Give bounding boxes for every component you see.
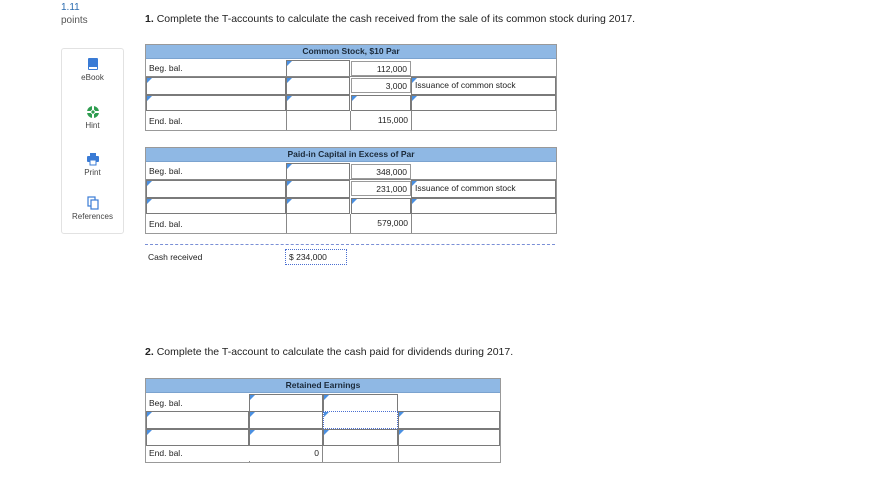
t-account-title: Common Stock, $10 Par	[146, 45, 556, 59]
question-1-title	[145, 13, 635, 25]
sidebar-item-ebook[interactable]	[62, 57, 123, 82]
beg-bal-value: 112,000	[351, 61, 411, 76]
end-bal-value: 0	[249, 446, 322, 461]
points-value: 1.11	[61, 2, 80, 13]
cash-received-value[interactable]: $ 234,000	[285, 249, 347, 265]
dashed-top-border	[145, 244, 555, 245]
t-account-paid-in-capital	[145, 147, 557, 234]
beg-bal-value: 348,000	[351, 164, 411, 179]
t-account-common-stock	[145, 44, 557, 131]
sidebar-item-references[interactable]	[62, 196, 123, 221]
col-divider	[286, 214, 287, 233]
re-debit-input-3[interactable]	[249, 429, 323, 446]
col-divider	[411, 214, 412, 233]
issuance-label[interactable]: Issuance of common stock	[411, 180, 556, 198]
resource-sidebar	[61, 48, 124, 234]
end-bal-label: End. bal.	[149, 448, 183, 458]
debit-label-input-3[interactable]	[146, 95, 286, 111]
col-divider	[286, 111, 287, 130]
debit-label-input-2[interactable]	[146, 77, 286, 95]
debit-input-2[interactable]	[286, 77, 350, 95]
re-debit-input-1[interactable]	[249, 394, 323, 412]
end-bal-label: End. bal.	[149, 219, 183, 229]
sidebar-item-hint[interactable]	[62, 105, 123, 130]
sidebar-item-label: Hint	[85, 121, 100, 130]
re-credit-label-input-3[interactable]	[398, 429, 500, 446]
lifebuoy-icon	[86, 105, 100, 119]
cash-received-row	[145, 244, 555, 266]
printer-icon	[86, 152, 100, 166]
col-divider	[322, 446, 323, 462]
question-2-number: 2.	[145, 346, 154, 358]
debit-input-3[interactable]	[286, 95, 350, 111]
re-credit-input-1[interactable]	[323, 394, 398, 412]
credit-label-input-3[interactable]	[411, 198, 556, 214]
beg-bal-label: Beg. bal.	[149, 63, 183, 73]
re-credit-label-input-2[interactable]	[398, 411, 500, 429]
re-debit-label-input-2[interactable]	[146, 411, 249, 429]
debit-label-input-2[interactable]	[146, 180, 286, 198]
cash-received-label: Cash received	[148, 252, 203, 262]
book-icon	[86, 57, 100, 71]
end-bal-value: 115,000	[351, 113, 411, 128]
issuance-value: 231,000	[351, 181, 411, 196]
t-account-retained-earnings	[145, 378, 501, 463]
question-2-text: Complete the T-account to calculate the cash paid for dividends during 2017.	[156, 346, 514, 358]
credit-input-3[interactable]	[351, 95, 411, 111]
sidebar-item-label: eBook	[81, 73, 104, 82]
question-1-number: 1.	[145, 13, 154, 25]
debit-input-2[interactable]	[286, 180, 350, 198]
col-divider	[411, 111, 412, 130]
question-1-text: Complete the T-accounts to calculate the cash received from the sale of its common stock during 2017.	[156, 13, 636, 25]
credit-label-input-3[interactable]	[411, 95, 556, 111]
sidebar-item-print[interactable]	[62, 152, 123, 177]
beg-bal-label: Beg. bal.	[149, 398, 183, 408]
sidebar-item-label: References	[72, 212, 113, 221]
sidebar-item-label: Print	[84, 168, 101, 177]
re-credit-input-3[interactable]	[323, 429, 398, 446]
credit-input-3[interactable]	[351, 198, 411, 214]
issuance-value: 3,000	[351, 78, 411, 93]
debit-label-input-3[interactable]	[146, 198, 286, 214]
points-label: points	[61, 15, 88, 26]
re-credit-input-2[interactable]	[323, 411, 398, 429]
issuance-label[interactable]: Issuance of common stock	[411, 77, 556, 95]
t-account-title: Retained Earnings	[146, 379, 500, 393]
question-2-title	[145, 346, 513, 358]
re-debit-input-2[interactable]	[249, 411, 323, 429]
end-bal-value: 579,000	[351, 216, 411, 231]
t-account-title: Paid-in Capital in Excess of Par	[146, 148, 556, 162]
debit-input-3[interactable]	[286, 198, 350, 214]
re-debit-label-input-3[interactable]	[146, 429, 249, 446]
end-bal-label: End. bal.	[149, 116, 183, 126]
col-divider	[398, 446, 399, 462]
copy-icon	[86, 196, 100, 210]
beg-bal-label: Beg. bal.	[149, 166, 183, 176]
